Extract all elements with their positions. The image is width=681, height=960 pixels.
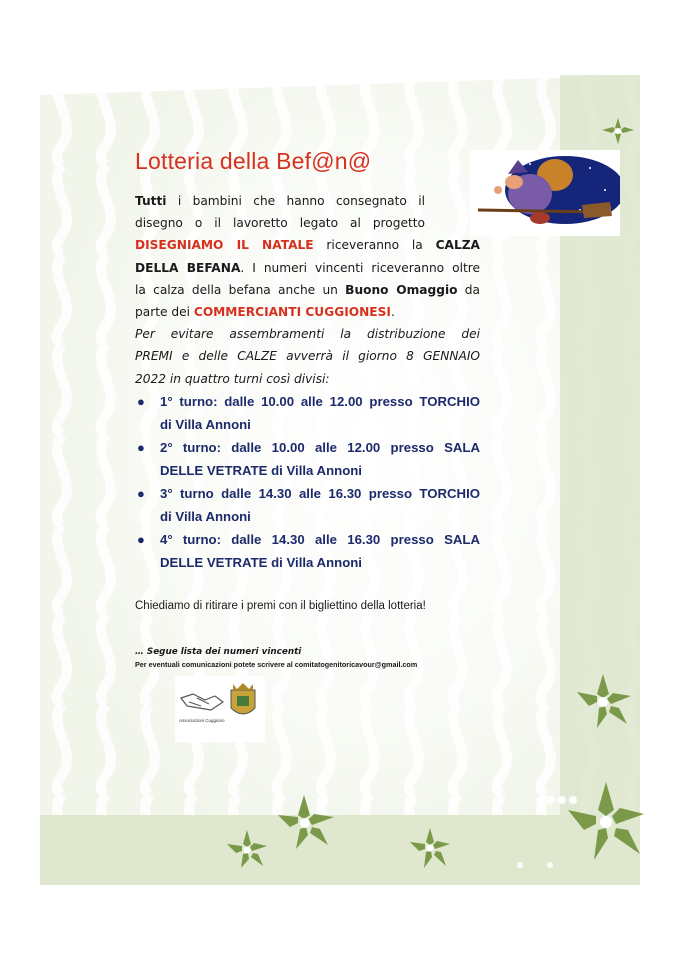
bold-text: Buono Omaggio [345,282,458,297]
text-span: da [457,282,480,297]
highlight-red-text: COMMERCIANTI CUGGIONESI [193,304,391,319]
bullet-icon: ● [137,394,145,409]
highlight-red-text: DISEGNIAMO IL NATALE [135,238,314,253]
flower-icon [566,780,646,862]
list-item [135,528,480,574]
turni-list [135,390,480,574]
text-span: parte dei [135,304,194,319]
flower-icon [573,672,633,730]
page-title: Lotteria della Bef@n@ [135,148,372,174]
bold-text: Tutti [135,194,167,208]
intro-line [135,234,480,256]
turno-location: DELLE VETRATE di Villa Annoni [160,555,362,570]
turno-time: 1° turno: dalle 10.00 alle 12.00 presso TORCHIO [160,394,480,409]
intro-line: PREMI e delle CALZE avverrà il giorno 8 GENNAIO [135,349,480,364]
list-item [135,436,480,482]
turno-location: di Villa Annoni [160,417,251,432]
turno-time: 4° turno: dalle 14.30 alle 16.30 presso SALA [160,532,480,547]
intro-line [135,190,425,212]
bold-text: CALZA [435,238,480,253]
text-span: la calza della befana anche un [135,282,346,297]
list-item [135,390,480,436]
contact-line: Per eventuali comunicazioni potete scrivere al comitatogenitoricavour@gmail.com [135,660,418,669]
intro-line: 2022 in quattro turni così divisi: [135,371,330,386]
coat-of-arms-icon [227,680,259,724]
bullet-icon: ● [137,486,145,501]
collection-note: Chiediamo di ritirare i premi con il bigliettino della lotteria! [135,600,426,612]
sponsor-logos [175,676,265,742]
intro-line [135,301,480,323]
intro-line: Per evitare assembramenti la distribuzione dei [135,327,480,342]
intro-line: disegno o il lavoretto legato al progetto [135,216,425,231]
turno-location: di Villa Annoni [160,509,251,524]
bold-text: DELLA BEFANA [135,260,241,275]
intro-paragraph [135,190,480,390]
turno-location: DELLE VETRATE di Villa Annoni [160,463,362,478]
befana-illustration [470,150,620,236]
text-span: i bambini che hanno consegnato il [166,194,425,208]
turno-time: 3° turno dalle 14.30 alle 16.30 presso TORCHIO [160,486,480,501]
turno-time: 2° turno: dalle 10.00 alle 12.00 presso SALA [160,440,480,455]
text-span: . [390,304,395,319]
text-span: . I numeri vincenti riceveranno oltre [240,260,480,275]
bullet-icon: ● [137,532,145,547]
intro-line [135,279,480,301]
intro-line [135,257,480,279]
text-span: riceveranno la [313,238,436,253]
list-item [135,482,480,528]
flower-icon [274,793,336,851]
flower-icon [225,828,269,870]
bullet-icon: ● [137,440,145,455]
winners-list-note: … Segue lista dei numeri vincenti [135,647,302,657]
flower-icon [408,826,452,870]
logo-caption: Associazioni Cuggiono [179,718,225,723]
befana-on-broom-image [470,150,620,236]
flower-icon [600,116,636,146]
